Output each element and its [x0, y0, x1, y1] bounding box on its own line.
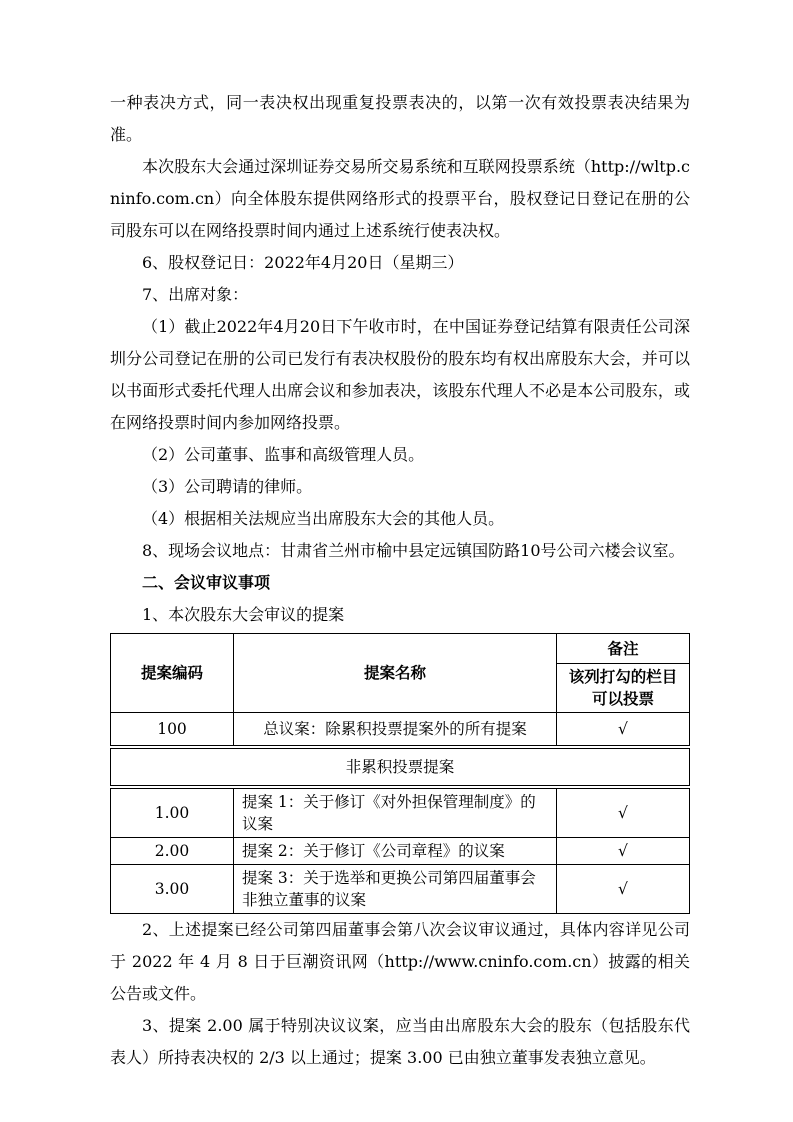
table-header-row	[111, 634, 690, 664]
table-row	[111, 787, 690, 838]
proposal-name-cell: 提案 1：关于修订《对外担保管理制度》的议案	[234, 787, 557, 838]
votable-check-cell: √	[557, 837, 690, 864]
table-row	[111, 837, 690, 864]
header-remark-note: 该列打勾的栏目可以投票	[557, 664, 690, 713]
votable-check-cell: √	[557, 787, 690, 838]
item-6-record-date: 6、股权登记日：2022年4月20日（星期三）	[142, 253, 464, 272]
header-remark: 备注	[557, 634, 690, 664]
item-7-sub-4: （4）根据相关法规应当出席股东大会的其他人员。	[142, 509, 505, 528]
proposal-name-cell: 提案 2：关于修订《公司章程》的议案	[234, 837, 557, 864]
item-7-sub-3: （3）公司聘请的律师。	[142, 477, 313, 496]
proposal-name-cell: 提案 3：关于选举和更换公司第四届董事会非独立董事的议案	[234, 864, 557, 913]
table-row	[111, 864, 690, 913]
section-2-item-1: 1、本次股东大会审议的提案	[142, 605, 345, 624]
proposal-code-cell: 2.00	[111, 837, 234, 864]
votable-check-cell: √	[557, 864, 690, 913]
item-8-meeting-location: 8、现场会议地点：甘肃省兰州市榆中县定远镇国防路10号公司六楼会议室。	[142, 541, 685, 560]
item-7-sub-2: （2）公司董事、监事和高级管理人员。	[142, 445, 425, 464]
table-group-row	[111, 747, 690, 787]
header-proposal-code: 提案编码	[111, 634, 234, 713]
proposal-code-cell: 1.00	[111, 787, 234, 838]
note-3-special-resolution: 3、提案 2.00 属于特别决议议案，应当由出席股东大会的股东（包括股东代表人）所持表决权的 2/3 以上通过；提案 3.00 已由独立董事发表独立意见。	[110, 1015, 690, 1067]
proposals-table	[110, 633, 690, 914]
proposal-code-cell: 100	[111, 713, 234, 747]
section-2-heading: 二、会议审议事项	[142, 573, 271, 592]
votable-check-cell: √	[557, 713, 690, 747]
group-row-label: 非累积投票提案	[111, 747, 690, 787]
proposal-name-cell: 总议案：除累积投票提案外的所有提案	[234, 713, 557, 747]
paragraph-voting-platform: 本次股东大会通过深圳证券交易所交易系统和互联网投票系统（http://wltp.cninfo.com.cn）向全体股东提供网络形式的投票平台，股权登记日登记在册的公司股东可以在网络投票时间内通过上述系统行使表决权。	[110, 157, 690, 240]
note-2-approval: 2、上述提案已经公司第四届董事会第八次会议审议通过，具体内容详见公司于 2022 年 4 月 8 日于巨潮资讯网（http://www.cninfo.com.cn）披露的相关公告或文件。	[110, 919, 690, 1003]
item-7-attendees: 7、出席对象：	[142, 285, 249, 304]
item-7-sub-1: （1）截止2022年4月20日下午收市时，在中国证券登记结算有限责任公司深圳分公司登记在册的公司已发行有表决权股份的股东均有权出席股东大会，并可以以书面形式委托代理人出席会议和参加表决，该股东代理人不必是本公司股东，或在网络投票时间内参加网络投票。	[110, 317, 690, 432]
paragraph-carryover: 一种表决方式，同一表决权出现重复投票表决的，以第一次有效投票表决结果为准。	[110, 93, 690, 144]
proposal-code-cell: 3.00	[111, 864, 234, 913]
header-proposal-name: 提案名称	[234, 634, 557, 713]
table-row	[111, 713, 690, 747]
